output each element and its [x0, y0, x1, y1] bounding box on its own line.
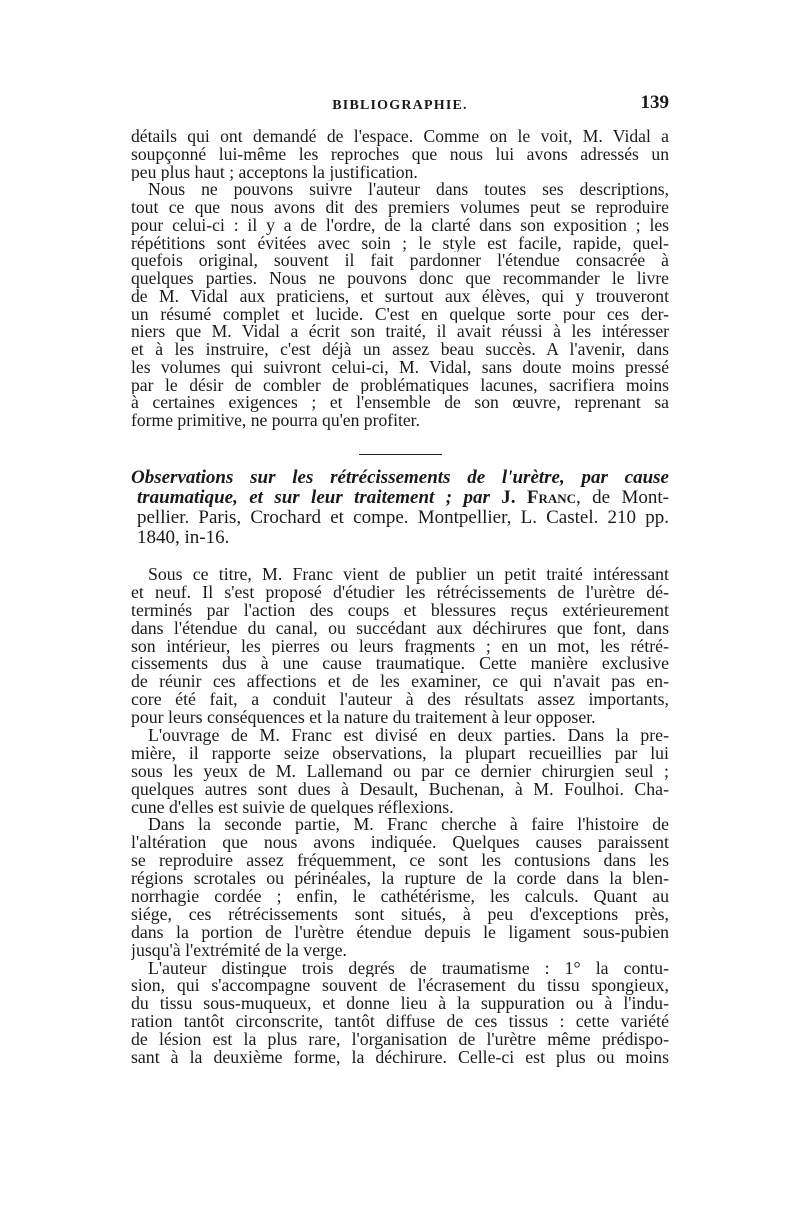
- text-line: core été fait, a conduit l'auteur à des résultats assez importants,: [131, 691, 669, 710]
- text-line: détails qui ont demandé de l'espace. Comme on le voit, M. Vidal a: [131, 128, 669, 146]
- text-line: de M. Vidal aux praticiens, et surtout aux élèves, qui y trouveront: [131, 287, 669, 306]
- text-line: dans la portion de l'urètre étendue depuis le ligament sous-pubien: [131, 923, 669, 942]
- bibliographic-reference: [131, 468, 669, 548]
- page-number: 139: [640, 92, 669, 113]
- reference-date-line: 1840, in-16.: [137, 528, 230, 548]
- text-line: peu plus haut ; acceptons la justification.: [131, 163, 418, 182]
- text-line: sous les yeux de M. Lallemand ou par ce dernier chirurgien seul ;: [131, 762, 669, 781]
- reference-publisher-line: pellier. Paris, Crochard et compe. Montpellier, L. Castel. 210 pp.: [137, 508, 669, 528]
- text-line: pour celui-ci : il y a de l'ordre, de la clarté dans son exposition ; les: [131, 216, 669, 235]
- text-line: de lésion est la plus rare, l'organisation de l'urètre même prédispo-: [131, 1031, 669, 1050]
- text-line: Nous ne pouvons suivre l'auteur dans toutes ses descriptions,: [148, 181, 669, 199]
- text-line: à certaines exigences ; et l'ensemble de son œuvre, reprenant sa: [131, 394, 669, 412]
- text-line: et à les instruire, c'est déjà un assez beau succès. A l'avenir, dans: [131, 341, 669, 359]
- running-header: [131, 92, 669, 122]
- text-line: soupçonné lui-même les reproches que nous lui avons adressés un: [131, 145, 669, 164]
- text-line: sion, qui s'accompagne souvent de l'écrasement du tissu spongieux,: [131, 977, 669, 996]
- text-line: ration tantôt circonscrite, tantôt diffuse de ces tissus : cette variété: [131, 1013, 669, 1032]
- text-line: sant à la deuxième forme, la déchirure. Celle-ci est plus ou moins: [131, 1049, 669, 1067]
- reference-author: J. Franc: [501, 488, 577, 508]
- review-body: [131, 566, 669, 1067]
- running-title: BIBLIOGRAPHIE.: [332, 98, 468, 113]
- text-line: pour leurs conséquences et la nature du traitement à leur opposer.: [131, 709, 596, 728]
- text-line: par le désir de combler de problématiques lacunes, sacrifiera moins: [131, 376, 669, 395]
- text-line: tout ce que nous avons dit des premiers volumes peut se reproduire: [131, 199, 669, 217]
- text-line: terminés par l'action des coups et blessures reçus extérieurement: [131, 601, 669, 620]
- reference-title-line: Observations sur les rétrécissements de l'urètre, par cause: [131, 468, 669, 488]
- text-line: quelques parties. Nous ne pouvons donc que recommander le livre: [131, 270, 669, 288]
- text-line: de réunir ces affections et de les examiner, ce qui n'avait pas en-: [131, 673, 669, 692]
- reference-title-line: [131, 488, 669, 508]
- text-line: répétitions sont évitées avec soin ; le style est facile, rapide, quel-: [131, 234, 669, 253]
- text-line: cune d'elles est suivie de quelques réflexions.: [131, 798, 454, 817]
- text-line: jusqu'à l'extrémité de la verge.: [131, 941, 347, 960]
- section-divider: [359, 454, 442, 455]
- reference-author-origin: , de Mont-: [576, 488, 669, 508]
- text-line: régions scrotales ou périnéales, la rupture de la corde dans la blen-: [131, 870, 669, 889]
- text-line: mière, il rapporte seize observations, la plupart recueillies par lui: [131, 744, 669, 763]
- text-line: du tissu sous-muqueux, et donne lieu à la suppuration ou à l'indu-: [131, 995, 669, 1014]
- text-line: un résumé complet et lucide. C'est en quelque sorte pour ces der-: [131, 305, 669, 324]
- text-line: dans l'étendue du canal, ou succédant aux déchirures que font, dans: [131, 619, 669, 638]
- text-line: quefois original, souvent il fait pardonner l'étendue consacrée à: [131, 252, 669, 270]
- text-line: niers que M. Vidal a écrit son traité, il avait réussi à les intéresser: [131, 323, 669, 341]
- text-line: forme primitive, ne pourra qu'en profiter.: [131, 412, 420, 430]
- reference-title-continuation: traumatique, et sur leur traitement ; par: [137, 488, 490, 508]
- text-line: et neuf. Il s'est proposé d'étudier les rétrécissements de l'urètre dé-: [131, 583, 669, 602]
- text-line: L'ouvrage de M. Franc est divisé en deux parties. Dans la pre-: [148, 727, 669, 745]
- text-line: norrhagie cordée ; enfin, le cathétérisme, les calculs. Quant au: [131, 888, 669, 906]
- text-line: se reproduire assez fréquemment, ce sont les contusions dans les: [131, 852, 669, 871]
- text-line: quelques autres sont dues à Desault, Buchenan, à M. Foulhoi. Cha-: [131, 780, 669, 799]
- text-line: siége, ces rétrécissements sont situés, à peu d'exceptions près,: [131, 905, 669, 924]
- text-line: L'auteur distingue trois degrés de traumatisme : 1° la contu-: [148, 959, 669, 978]
- text-line: cissements dus à une cause traumatique. Cette manière exclusive: [131, 655, 669, 674]
- text-line: l'altération que nous avons indiquée. Quelques causes paraissent: [131, 834, 669, 853]
- intro-paragraphs: [131, 128, 669, 430]
- text-line: les volumes qui suivront celui-ci, M. Vidal, sans doute moins pressé: [131, 358, 669, 377]
- text-line: Sous ce titre, M. Franc vient de publier un petit traité intéressant: [148, 566, 669, 584]
- text-line: son intérieur, les pierres ou leurs fragments ; en un mot, les rétré-: [131, 637, 669, 656]
- text-line: Dans la seconde partie, M. Franc cherche à faire l'histoire de: [148, 816, 669, 835]
